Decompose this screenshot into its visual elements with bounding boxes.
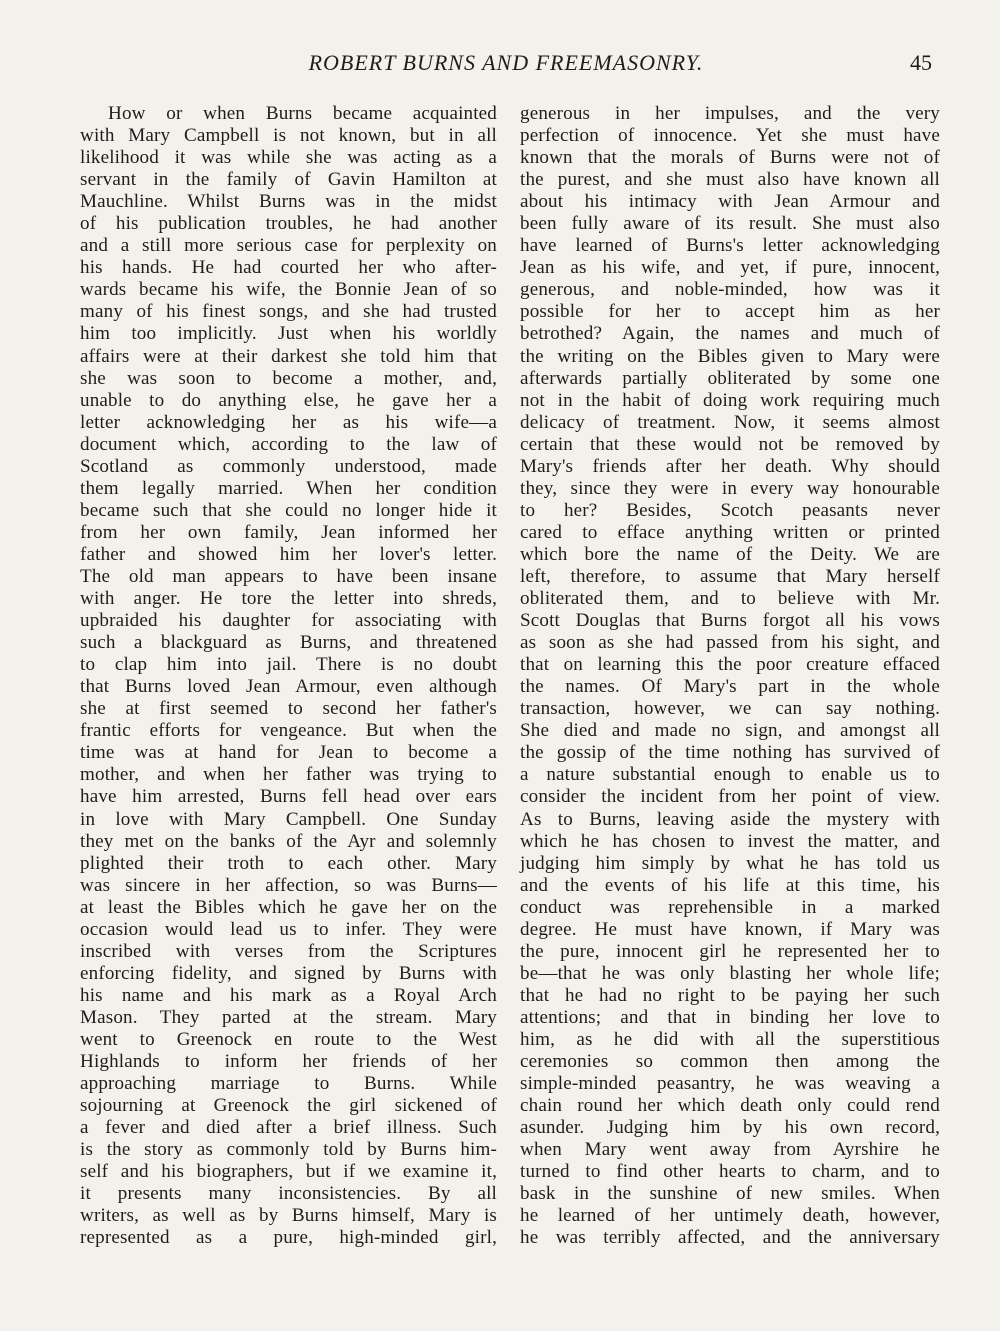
text-line: and the events of his life at this time, his [520,874,940,896]
text-line: obliterated them, and to believe with Mr. [520,588,940,610]
text-line: with anger. He tore the letter into shreds, [80,588,497,610]
text-line: possible for her to accept him as her [520,301,940,323]
text-line: known that the morals of Burns were not of [520,147,940,169]
text-line: they, since they were in every way honourable [520,477,940,499]
text-line: turned to find other hearts to charm, and to [520,1161,940,1183]
text-line: document which, according to the law of [80,433,497,455]
text-line: the writing on the Bibles given to Mary were [520,345,940,367]
text-line: As to Burns, leaving aside the mystery with [520,808,940,830]
text-line: they met on the banks of the Ayr and solemnly [80,830,497,852]
text-line: that Burns loved Jean Armour, even although [80,676,497,698]
text-line: degree. He must have known, if Mary was [520,918,940,940]
text-line: unable to do anything else, he gave her a [80,389,497,411]
text-line: of his publication troubles, he had another [80,213,497,235]
text-line: be—that he was only blasting her whole life; [520,962,940,984]
text-line: about his intimacy with Jean Armour and [520,191,940,213]
text-line: attentions; and that in binding her love to [520,1006,940,1028]
text-line: betrothed? Again, the names and much of [520,323,940,345]
text-line: to her? Besides, Scotch peasants never [520,499,940,521]
text-line: Scotland as commonly understood, made [80,455,497,477]
text-line: plighted their troth to each other. Mary [80,852,497,874]
text-line: as soon as she had passed from his sight, and [520,632,940,654]
text-line: a nature substantial enough to enable us to [520,764,940,786]
text-line: which bore the name of the Deity. We are [520,543,940,565]
text-line: that on learning this the poor creature effaced [520,654,940,676]
text-line: inscribed with verses from the Scriptures [80,940,497,962]
text-line: asunder. Judging him by his own record, [520,1117,940,1139]
text-line: a fever and died after a brief illness. Such [80,1117,497,1139]
text-line: wards became his wife, the Bonnie Jean of so [80,279,497,301]
text-line: have him arrested, Burns fell head over ears [80,786,497,808]
text-line: cared to efface anything written or printed [520,521,940,543]
page-header [80,48,932,80]
text-line: many of his finest songs, and she had trusted [80,301,497,323]
text-line: the names. Of Mary's part in the whole [520,676,940,698]
text-line: chain round her which death only could rend [520,1095,940,1117]
text-line: occasion would lead us to infer. They were [80,918,497,940]
text-line: simple-minded peasantry, he was weaving a [520,1073,940,1095]
text-line: delicacy of treatment. Now, it seems almost [520,411,940,433]
text-line: frantic efforts for vengeance. But when the [80,720,497,742]
text-line: generous in her impulses, and the very [520,103,940,124]
text-line: when Mary went away from Ayrshire he [520,1139,940,1161]
text-line: sojourning at Greenock the girl sickened of [80,1095,497,1117]
text-line: Mary's friends after her death. Why should [520,455,940,477]
text-line: servant in the family of Gavin Hamilton at [80,169,497,191]
text-line: writers, as well as by Burns himself, Mary is [80,1205,497,1227]
text-line: him, as he did with all the superstitious [520,1028,940,1050]
text-line: his hands. He had courted her who after- [80,257,497,279]
text-line: with Mary Campbell is not known, but in all [80,125,497,147]
text-line: Highlands to inform her friends of her [80,1051,497,1073]
text-line: mother, and when her father was trying to [80,764,497,786]
text-line: he was terribly affected, and the anniversary [520,1227,940,1249]
text-line: she was soon to become a mother, and, [80,367,497,389]
text-line: conduct was reprehensible in a marked [520,896,940,918]
text-line: from her own family, Jean informed her [80,521,497,543]
text-line: judging him simply by what he has told us [520,852,940,874]
text-line: affairs were at their darkest she told him that [80,345,497,367]
text-line: at least the Bibles which he gave her on the [80,896,497,918]
text-line: he learned of her untimely death, however, [520,1205,940,1227]
left-column [80,103,497,1249]
text-line: Mauchline. Whilst Burns was in the midst [80,191,497,213]
text-line: and a still more serious case for perplexity on [80,235,497,257]
text-line: perfection of innocence. Yet she must have [520,125,940,147]
text-line: represented as a pure, high-minded girl, [80,1227,497,1249]
text-line: that he had no right to be paying her such [520,984,940,1006]
text-line: been fully aware of its result. She must also [520,213,940,235]
text-line: bask in the sunshine of new smiles. When [520,1183,940,1205]
text-line: Scott Douglas that Burns forgot all his vows [520,610,940,632]
text-line: the pure, innocent girl he represented her to [520,940,940,962]
text-line: them legally married. When her condition [80,477,497,499]
text-line: certain that these would not be removed by [520,433,940,455]
page-number: 45 [910,50,932,75]
text-line: approaching marriage to Burns. While [80,1073,497,1095]
text-line: left, therefore, to assume that Mary herself [520,565,940,587]
text-line: self and his biographers, but if we examine it, [80,1161,497,1183]
text-line: Jean as his wife, and yet, if pure, innocent, [520,257,940,279]
text-line: enforcing fidelity, and signed by Burns with [80,962,497,984]
text-line: became such that she could no longer hide it [80,499,497,521]
text-line: went to Greenock en route to the West [80,1028,497,1050]
text-line: was sincere in her affection, so was Burns— [80,874,497,896]
text-line: afterwards partially obliterated by some one [520,367,940,389]
text-line: time was at hand for Jean to become a [80,742,497,764]
text-line: The old man appears to have been insane [80,565,497,587]
text-line: not in the habit of doing work requiring much [520,389,940,411]
text-line: She died and made no sign, and amongst all [520,720,940,742]
text-line: the purest, and she must also have known all [520,169,940,191]
text-line: How or when Burns became acquainted [108,103,497,124]
text-line: to clap him into jail. There is no doubt [80,654,497,676]
text-line: consider the incident from her point of view. [520,786,940,808]
text-line: have learned of Burns's letter acknowledging [520,235,940,257]
text-line: which he has chosen to invest the matter, and [520,830,940,852]
running-title: ROBERT BURNS AND FREEMASONRY. [308,50,704,75]
text-line: upbraided his daughter for associating with [80,610,497,632]
text-line: father and showed him her lover's letter. [80,543,497,565]
text-line: is the story as commonly told by Burns him- [80,1139,497,1161]
text-line: Mason. They parted at the stream. Mary [80,1006,497,1028]
text-line: it presents many inconsistencies. By all [80,1183,497,1205]
text-line: the gossip of the time nothing has survived of [520,742,940,764]
text-line: his name and his mark as a Royal Arch [80,984,497,1006]
text-line: in love with Mary Campbell. One Sunday [80,808,497,830]
text-line: transaction, however, we can say nothing. [520,698,940,720]
text-line: him too implicitly. Just when his worldly [80,323,497,345]
text-line: likelihood it was while she was acting as a [80,147,497,169]
text-line: letter acknowledging her as his wife—a [80,411,497,433]
text-line: ceremonies so common then among the [520,1051,940,1073]
text-line: generous, and noble-minded, how was it [520,279,940,301]
text-line: she at first seemed to second her father's [80,698,497,720]
text-line: such a blackguard as Burns, and threatened [80,632,497,654]
right-column [520,103,940,1249]
